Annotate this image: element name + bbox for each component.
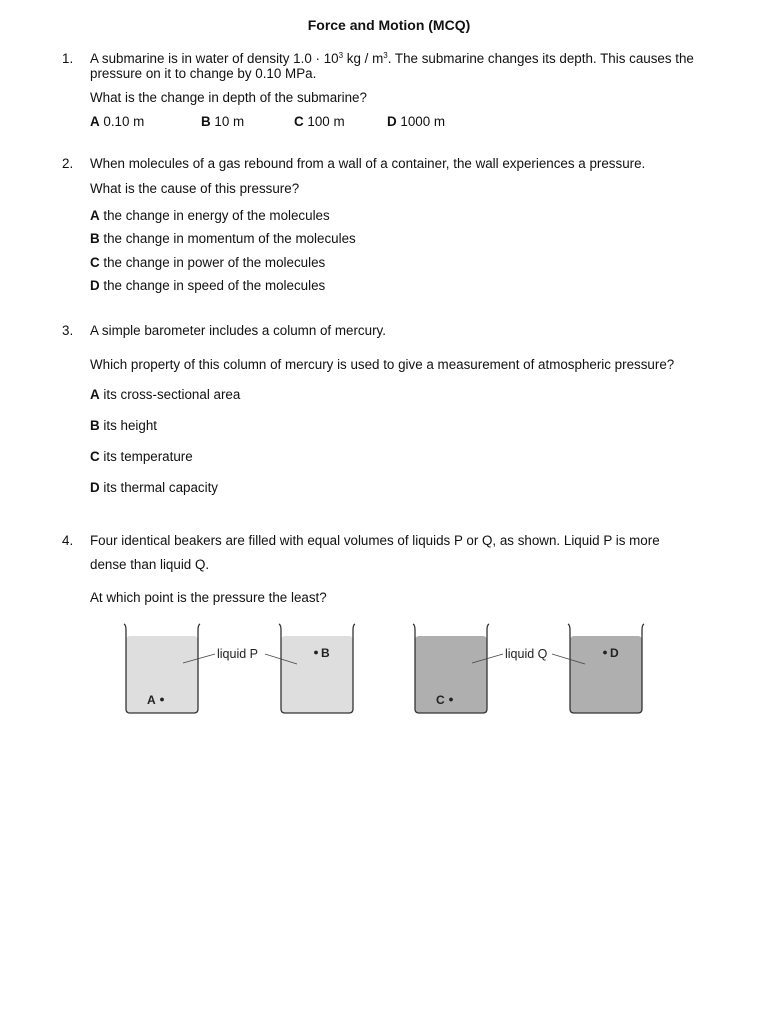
option-d[interactable]: D its thermal capacity: [90, 480, 218, 495]
point-c-label: C: [436, 693, 445, 707]
beaker-2: [279, 624, 355, 713]
option-c[interactable]: C its temperature: [90, 449, 193, 464]
stem-part: A submarine is in water of density 1.0 · 10: [90, 51, 339, 66]
option-d[interactable]: D the change in speed of the molecules: [90, 278, 326, 293]
point-b-dot: [314, 651, 318, 655]
point-d-dot: [603, 651, 607, 655]
option-a[interactable]: A 0.10 m: [90, 114, 145, 129]
option-b[interactable]: B its height: [90, 418, 157, 433]
question-stem-line-1: Four identical beakers are filled with equal volumes of liquids P or Q, as shown. Liquid P is more: [90, 533, 660, 548]
option-d[interactable]: D 1000 m: [387, 114, 446, 129]
point-a-dot: [160, 698, 164, 702]
stem-part: . The submarine changes its depth. This causes the pressure on it to change by 0.10 MPa.: [90, 51, 694, 81]
question-number: 3.: [62, 323, 74, 338]
beaker-1: [124, 624, 200, 713]
beakers-diagram: [110, 618, 660, 723]
point-a-label: A: [147, 693, 156, 707]
option-b[interactable]: B 10 m: [201, 114, 245, 129]
liquid-p-fill: [126, 636, 198, 713]
option-a[interactable]: A its cross-sectional area: [90, 387, 241, 402]
question-stem: A simple barometer includes a column of mercury.: [90, 323, 386, 338]
question-number: 4.: [62, 533, 74, 548]
option-b[interactable]: B the change in momentum of the molecules: [90, 231, 356, 246]
question-stem: When molecules of a gas rebound from a wall of a container, the wall experiences a pressure.: [90, 156, 646, 171]
question-number: 2.: [62, 156, 74, 171]
liquid-q-fill: [570, 636, 642, 713]
liquid-p-label: liquid P: [217, 647, 258, 661]
question-prompt: What is the cause of this pressure?: [90, 181, 300, 196]
exponent: 3: [338, 51, 344, 60]
beaker-3: [413, 624, 489, 713]
beaker-4: [568, 624, 644, 713]
option-c[interactable]: C 100 m: [294, 114, 345, 129]
question-number: 1.: [62, 51, 74, 66]
page-title: Force and Motion (MCQ): [307, 17, 471, 33]
question-stem-line-2: dense than liquid Q.: [90, 557, 210, 572]
option-c[interactable]: C the change in power of the molecules: [90, 255, 326, 270]
point-b-label: B: [321, 646, 330, 660]
exponent: 3: [383, 51, 388, 60]
question-stem: [90, 51, 730, 81]
point-d-label: D: [610, 646, 619, 660]
question-prompt: At which point is the pressure the least?: [90, 590, 327, 605]
point-c-dot: [449, 698, 453, 702]
liquid-p-fill: [281, 636, 353, 713]
option-a[interactable]: A the change in energy of the molecules: [90, 208, 330, 223]
stem-part: kg / m: [343, 51, 384, 66]
question-prompt: What is the change in depth of the submarine?: [90, 90, 367, 105]
question-prompt: Which property of this column of mercury is used to give a measurement of atmospheric pressure?: [90, 357, 675, 372]
options-row: [90, 114, 490, 130]
liquid-q-fill: [415, 636, 487, 713]
liquid-q-label: liquid Q: [505, 647, 548, 661]
